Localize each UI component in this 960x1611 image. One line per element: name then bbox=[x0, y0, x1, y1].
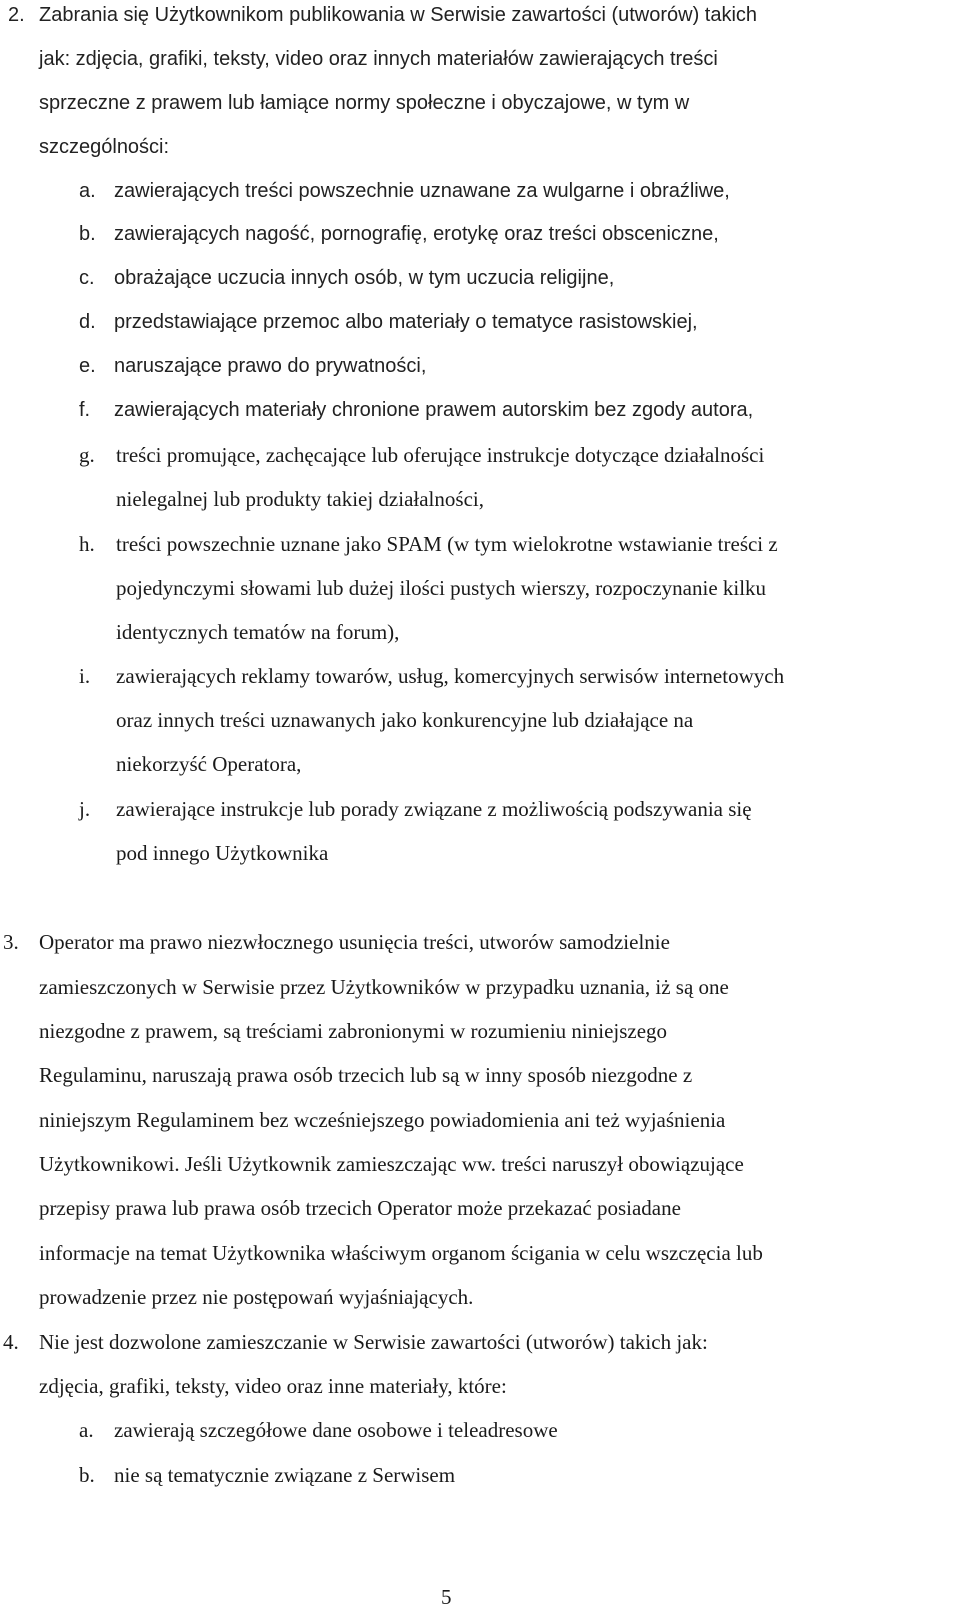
paragraph-line: przepisy prawa lub prawa osób trzecich Operator może przekazać posiadane bbox=[39, 1196, 681, 1220]
list-item: zawierających materiały chronione prawem autorskim bez zgody autora, bbox=[114, 399, 754, 421]
list-item: zawierających treści powszechnie uznawane za wulgarne i obraźliwe, bbox=[114, 180, 730, 202]
list-item-continuation: niekorzyść Operatora, bbox=[116, 752, 302, 776]
list-item-letter: g. bbox=[79, 443, 95, 467]
paragraph-line: informacje na temat Użytkownika właściwym organom ścigania w celu wszczęcia lub bbox=[39, 1241, 763, 1265]
list-item-letter: b. bbox=[79, 1463, 95, 1487]
list-item-letter: d. bbox=[79, 311, 96, 333]
paragraph-line: Regulaminu, naruszają prawa osób trzecich lub są w inny sposób niezgodne z bbox=[39, 1063, 693, 1087]
list-item-letter: j. bbox=[79, 797, 91, 821]
list-item-letter: b. bbox=[79, 223, 96, 245]
list-item-letter: a. bbox=[79, 1418, 94, 1442]
list-item-continuation: oraz innych treści uznawanych jako konkurencyjne lub działające na bbox=[116, 708, 694, 732]
paragraph-line: Nie jest dozwolone zamieszczanie w Serwisie zawartości (utworów) takich jak: bbox=[39, 1330, 708, 1354]
list-item-letter: a. bbox=[79, 180, 96, 202]
list-item: przedstawiające przemoc albo materiały o tematyce rasistowskiej, bbox=[114, 311, 698, 333]
list-item: naruszające prawo do prywatności, bbox=[114, 355, 427, 377]
paragraph-line: niezgodne z prawem, są treściami zabronionymi w rozumieniu niniejszego bbox=[39, 1019, 668, 1043]
list-item-continuation: nielegalnej lub produkty takiej działalności, bbox=[116, 487, 484, 511]
list-item: treści powszechnie uznane jako SPAM (w tym wielokrotne wstawianie treści z bbox=[116, 532, 778, 556]
paragraph-line: zamieszczonych w Serwisie przez Użytkowników w przypadku uznania, iż są one bbox=[39, 975, 729, 999]
list-item-letter: i. bbox=[79, 664, 91, 688]
list-item: zawierających nagość, pornografię, erotykę oraz treści obsceniczne, bbox=[114, 223, 719, 245]
paragraph-line: zdjęcia, grafiki, teksty, video oraz inne materiały, które: bbox=[39, 1374, 507, 1398]
list-item: zawierające instrukcje lub porady związane z możliwością podszywania się bbox=[116, 797, 752, 821]
list-item: treści promujące, zachęcające lub oferujące instrukcje dotyczące działalności bbox=[116, 443, 765, 467]
paragraph-line: niniejszym Regulaminem bez wcześniejszego powiadomienia ani też wyjaśnienia bbox=[39, 1108, 726, 1132]
list-item-letter: h. bbox=[79, 532, 95, 556]
list-item: obrażające uczucia innych osób, w tym uczucia religijne, bbox=[114, 267, 615, 289]
list-item-letter: f. bbox=[79, 399, 91, 421]
paragraph-line: szczególności: bbox=[39, 136, 170, 158]
paragraph-line: Operator ma prawo niezwłocznego usunięcia treści, utworów samodzielnie bbox=[39, 930, 670, 954]
list-item-continuation: pojedynczymi słowami lub dużej ilości pustych wierszy, rozpoczynanie kilku bbox=[116, 576, 767, 600]
paragraph-line: jak: zdjęcia, grafiki, teksty, video oraz innych materiałów zawierających treści bbox=[39, 48, 718, 70]
paragraph-line: Użytkownikowi. Jeśli Użytkownik zamieszczając ww. treści naruszył obowiązujące bbox=[39, 1152, 744, 1176]
paragraph-line: prowadzenie przez nie postępowań wyjaśniających. bbox=[39, 1285, 474, 1309]
list-item: zawierających reklamy towarów, usług, komercyjnych serwisów internetowych bbox=[116, 664, 785, 688]
list-item-continuation: identycznych tematów na forum), bbox=[116, 620, 400, 644]
list-item-letter: c. bbox=[79, 267, 95, 289]
page-number: 5 bbox=[441, 1585, 452, 1609]
paragraph-line: sprzeczne z prawem lub łamiące normy społeczne i obyczajowe, w tym w bbox=[39, 92, 690, 114]
list-item: nie są tematycznie związane z Serwisem bbox=[114, 1463, 456, 1487]
section-number: 4. bbox=[3, 1330, 19, 1354]
section-number: 3. bbox=[3, 930, 19, 954]
paragraph-line: Zabrania się Użytkownikom publikowania w Serwisie zawartości (utworów) takich bbox=[39, 4, 758, 26]
list-item-letter: e. bbox=[79, 355, 96, 377]
section-number: 2. bbox=[8, 4, 25, 26]
list-item-continuation: pod innego Użytkownika bbox=[116, 841, 329, 865]
list-item: zawierają szczegółowe dane osobowe i teleadresowe bbox=[114, 1418, 558, 1442]
